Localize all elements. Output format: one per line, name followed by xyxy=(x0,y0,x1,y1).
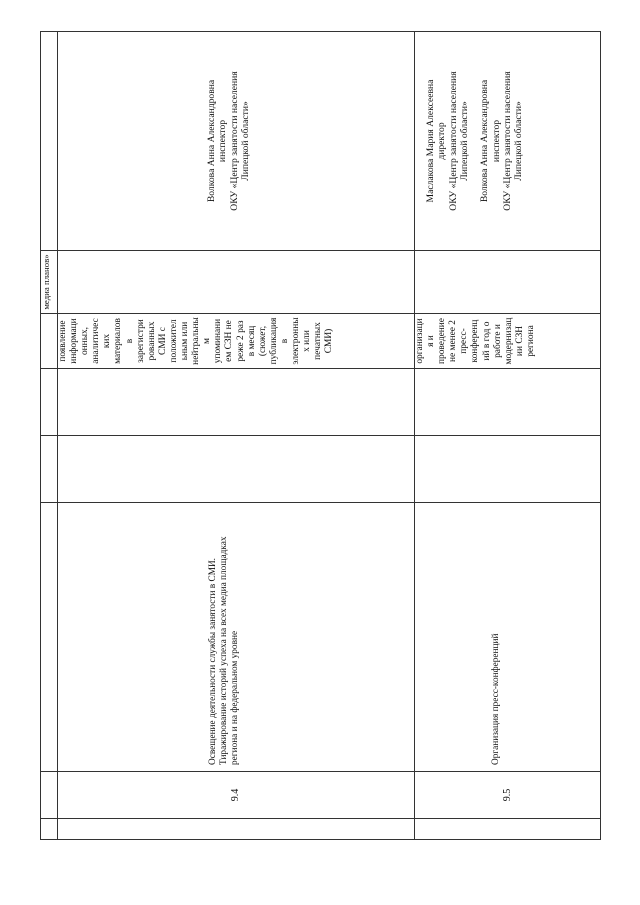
row-number: 9.5 xyxy=(415,772,601,819)
table-row xyxy=(415,32,601,840)
row-number: 9.4 xyxy=(58,772,415,819)
row-task: Освещение деятельности службы занятости в СМИ. Тиражирование историй успеха на всех медиа площадках региона и на федеральном уровне xyxy=(208,536,240,765)
header-row xyxy=(41,32,58,840)
document-page xyxy=(40,40,600,840)
row-task: Организация пресс-конференций xyxy=(491,633,501,765)
row-responsible: Волкова Анна Александровна инспектор ОКУ «Центр занятости населения Липецкой области» xyxy=(58,32,415,251)
plan-table xyxy=(40,31,601,840)
row-result: организаци я и проведение не менее 2 пресс- конференц ий в год о работе и модернизац ии СЗН региона xyxy=(415,314,601,369)
row-result: появление информаци онных, аналитичес ких материалов в зарегистри рованных СМИ с положител ьным или нейтральны м упоминани ем СЗН не реже 2 раз в месяц (сюжет, публикация в электронны х или печатных СМИ) xyxy=(58,314,415,369)
header-cell-media: медиа планов» xyxy=(41,251,58,314)
table-row xyxy=(58,32,415,840)
row-responsible: Маслакова Мария Алексеевна директор ОКУ «Центр занятости населения Липецкой области» Волкова Анна Александровна инспектор ОКУ «Центр занятости населения Липецкой области» xyxy=(415,32,601,251)
